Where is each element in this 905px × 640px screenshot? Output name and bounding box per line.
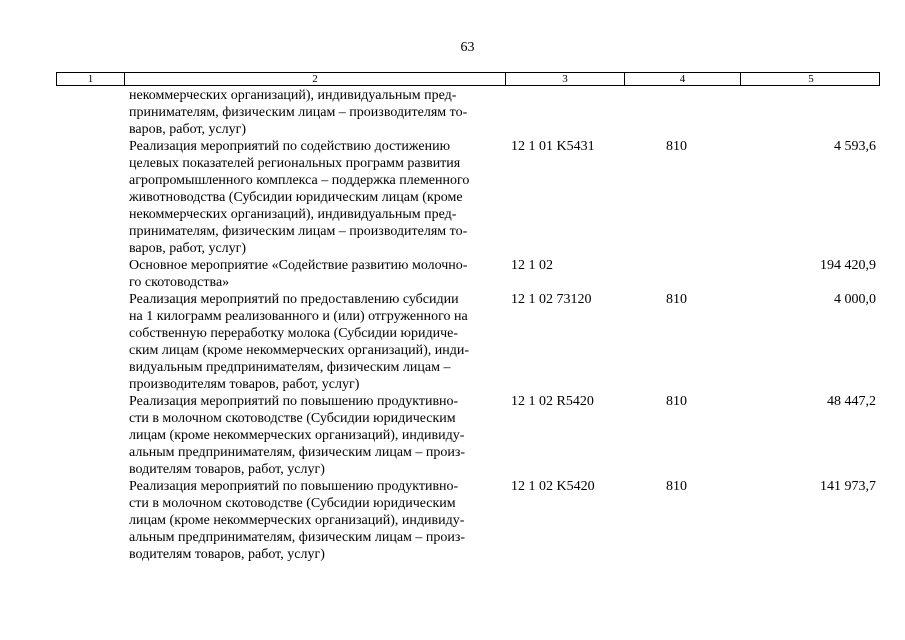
row-target-code: 12 1 01 K5431 bbox=[511, 139, 595, 154]
row-amount: 4 000,0 bbox=[834, 292, 876, 307]
row-amount: 141 973,7 bbox=[820, 479, 876, 494]
column-2-header: 2 bbox=[125, 73, 506, 85]
row-target-code: 12 1 02 bbox=[511, 258, 553, 273]
column-4-header: 4 bbox=[625, 73, 741, 85]
row-target-code: 12 1 02 K5420 bbox=[511, 479, 595, 494]
row-target-code: 12 1 02 73120 bbox=[511, 292, 592, 307]
column-3-header: 3 bbox=[506, 73, 625, 85]
row-expense-type: 810 bbox=[666, 479, 687, 494]
row-amount: 48 447,2 bbox=[827, 394, 876, 409]
table-row bbox=[56, 291, 880, 393]
table-header-row bbox=[56, 72, 880, 86]
budget-table-body bbox=[56, 87, 880, 563]
row-description: Основное мероприятие «Содействие развитию молочно- го скотоводства» bbox=[129, 258, 468, 290]
row-description: некоммерческих организаций), индивидуальным пред- принимателям, физическим лицам – производителям то- варов, работ, услуг) bbox=[129, 88, 468, 137]
column-5-header: 5 bbox=[808, 73, 814, 85]
row-description: Реализация мероприятий по повышению продуктивно- сти в молочном скотоводстве (Субсидии юридическим лицам (кроме некоммерческих организаций), индивиду- альным предпринимателям, физическим лицам – произ- водителям товаров, работ, услуг) bbox=[129, 394, 466, 477]
row-description: Реализация мероприятий по повышению продуктивно- сти в молочном скотоводстве (Субсидии юридическим лицам (кроме некоммерческих организаций), индивиду- альным предпринимателям, физическим лицам – произ- водителям товаров, работ, услуг) bbox=[129, 479, 466, 562]
row-expense-type: 810 bbox=[666, 139, 687, 154]
table-row bbox=[56, 393, 880, 478]
row-amount: 4 593,6 bbox=[834, 139, 876, 154]
page-number: 63 bbox=[460, 40, 475, 55]
row-target-code: 12 1 02 R5420 bbox=[511, 394, 594, 409]
table-row bbox=[56, 87, 880, 138]
row-expense-type: 810 bbox=[666, 292, 687, 307]
row-description: Реализация мероприятий по содействию достижению целевых показателей региональных программ развития агропромышленного комплекса – поддержка племенного животноводства (Субсидии юридическим лицам (кроме некоммерческих организаций), индивидуальным пред- принимателям, физическим лицам – производителям то- варов, работ, услуг) bbox=[129, 139, 470, 256]
row-expense-type: 810 bbox=[666, 394, 687, 409]
column-1-header: 1 bbox=[57, 73, 125, 85]
row-amount: 194 420,9 bbox=[820, 258, 876, 273]
row-description: Реализация мероприятий по предоставлению субсидии на 1 килограмм реализованного и (или) отгруженного на собственную переработку молока (Субсидии юридиче- ским лицам (кроме некоммерческих организаций), инди- видуальным предпринимателям, физическим лицам – производителям товаров, работ, услуг) bbox=[129, 292, 469, 392]
table-row bbox=[56, 478, 880, 563]
table-row bbox=[56, 257, 880, 291]
table-row bbox=[56, 138, 880, 257]
